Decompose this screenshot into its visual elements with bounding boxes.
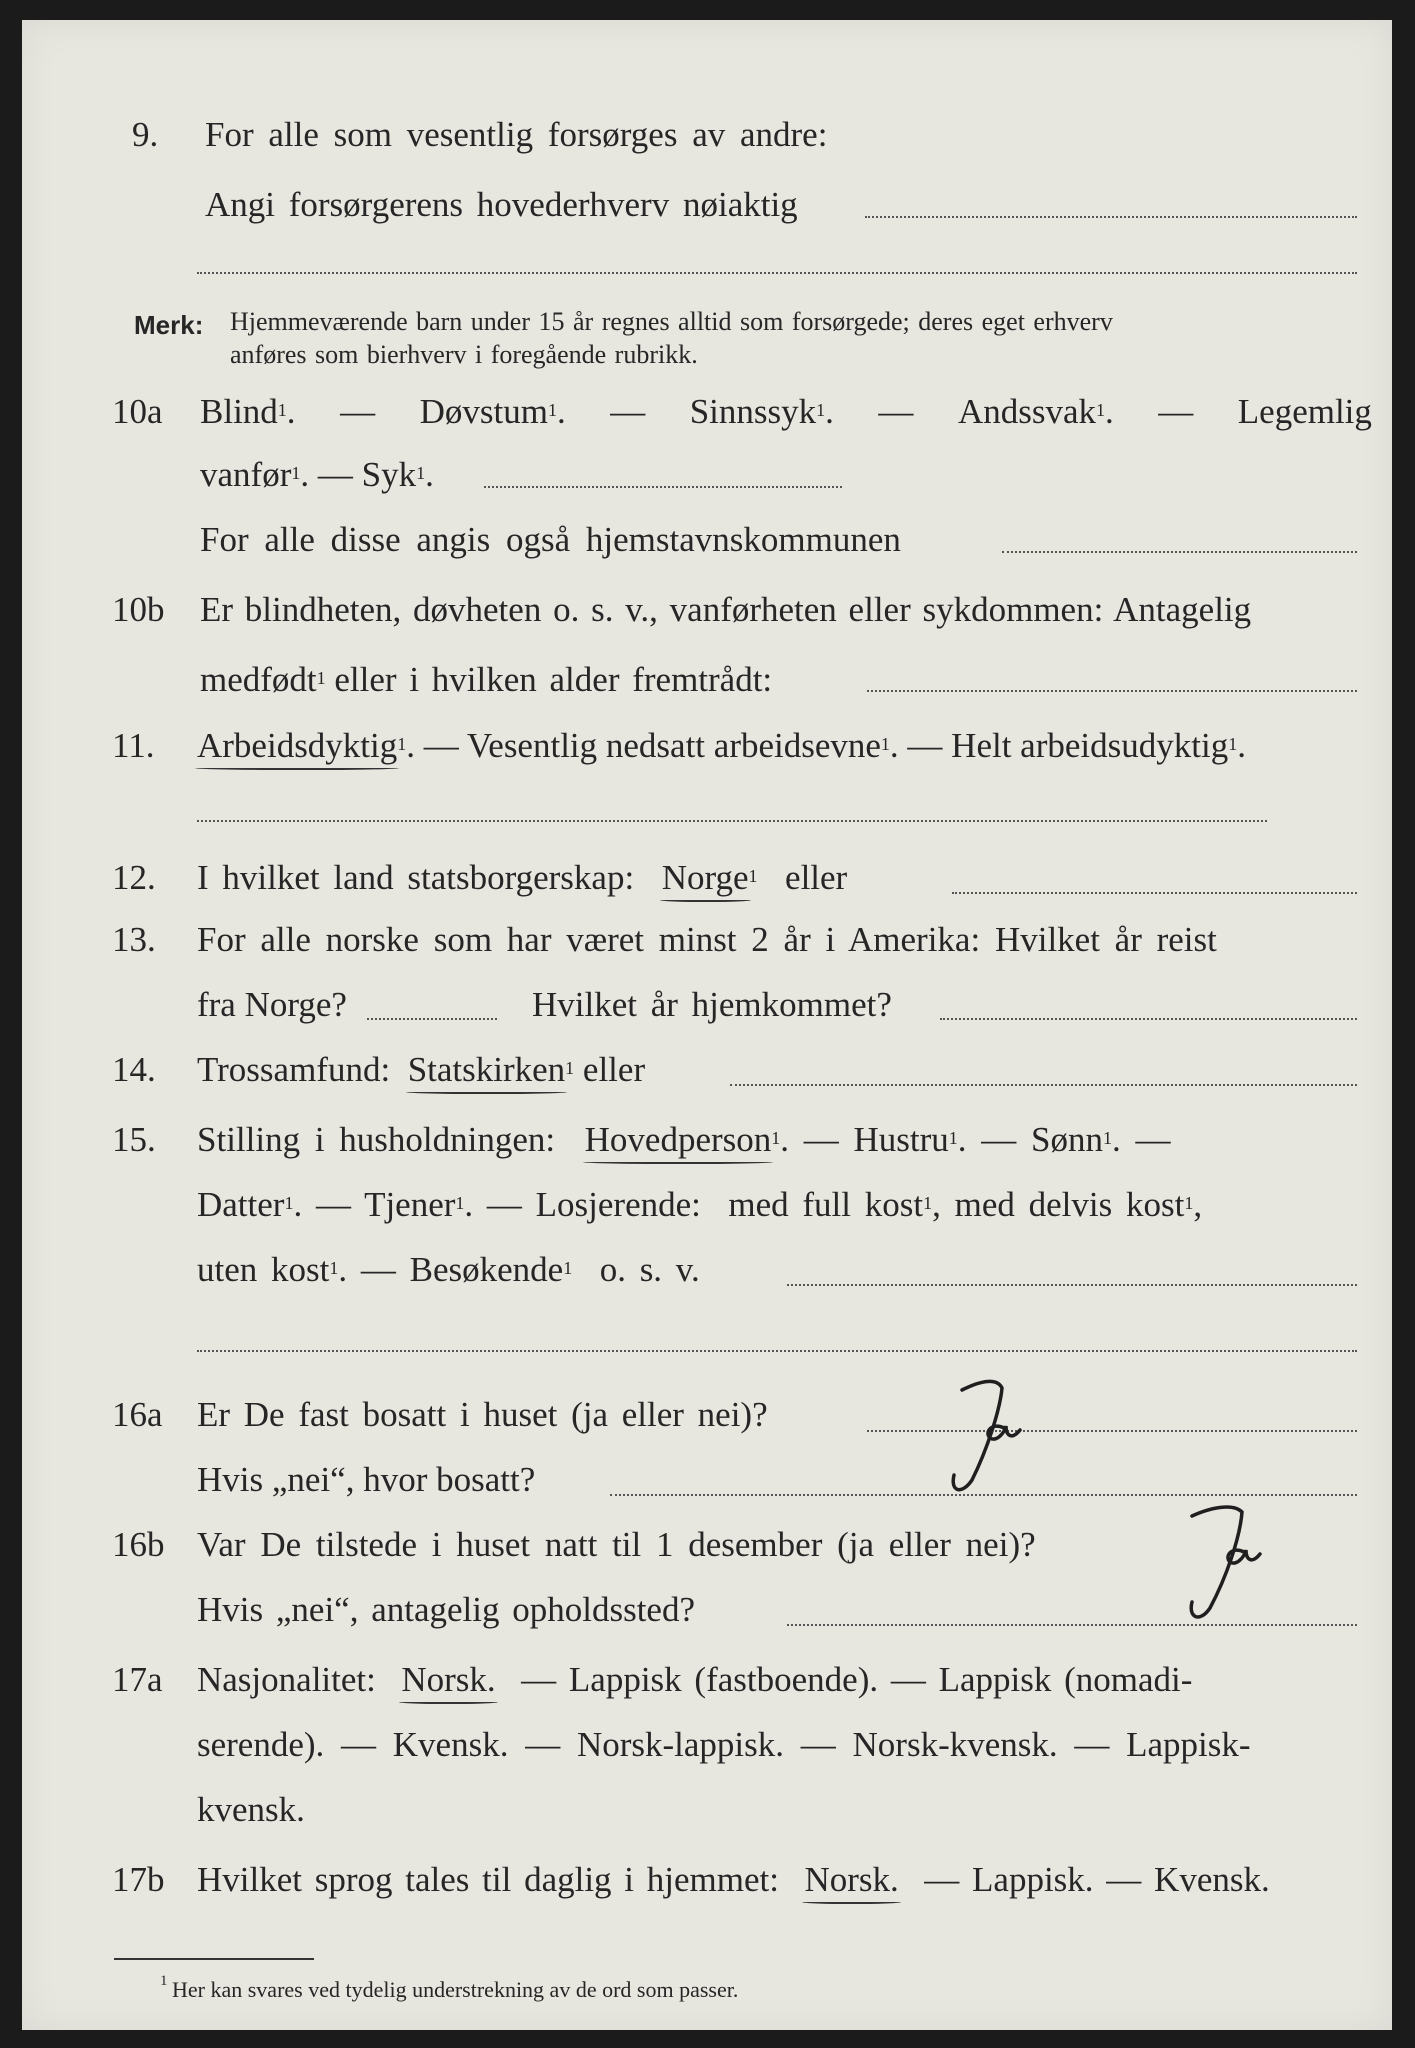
question-number-11: 11.: [112, 726, 155, 765]
answer-field-9-extra[interactable]: [197, 272, 1357, 274]
question-16b-line2: Hvis „nei“, antagelig opholdssted?: [197, 1590, 695, 1629]
question-14-line: Trossamfund: Statskirken$^1$ eller: [197, 1050, 646, 1089]
answer-field-13-year-left[interactable]: [367, 1018, 497, 1020]
question-17b-line: Hvilket sprog tales til daglig i hjemmet: Norsk. — Lappisk. — Kvensk.: [197, 1860, 1270, 1899]
question-13-line1: For alle norske som har været minst 2 år i Amerika: Hvilket år reist: [197, 920, 1217, 959]
question-15-line2: Datter$^1$. — Tjener$^1$. — Losjerende: med full kost$^1$, med delvis kost$^1$,: [197, 1185, 1203, 1224]
option-norsk-language-underlined[interactable]: Norsk.: [804, 1860, 899, 1899]
option-syk[interactable]: — Syk$^1$.: [317, 455, 434, 494]
question-number-15: 15.: [112, 1120, 156, 1159]
option-hovedperson-underlined[interactable]: Hovedperson: [584, 1120, 772, 1159]
question-10a-line1: [200, 392, 1372, 432]
question-9-line1: For alle som vesentlig forsørges av andre:: [205, 115, 828, 154]
question-17a-line1: Nasjonalitet: Norsk. — Lappisk (fastboende). — Lappisk (nomadi-: [197, 1660, 1193, 1699]
handwritten-answer-16a: [892, 1370, 1062, 1510]
question-number-9: 9.: [132, 115, 159, 154]
dash: —: [878, 392, 914, 431]
question-17a-line3: kvensk.: [197, 1790, 305, 1829]
question-9-line2: Angi forsørgerens hovederhverv nøiaktig: [205, 185, 798, 224]
note-line2: anføres som bierhverv i foregående rubrikk.: [230, 340, 698, 369]
question-number-17a: 17a: [112, 1660, 163, 1699]
footnote: 1 Her kan svares ved tydelig understrekning av de ord som passer.: [160, 1973, 739, 2002]
question-10a-line3: For alle disse angis også hjemstavnskommunen: [200, 520, 901, 559]
question-number-10a: 10a: [112, 392, 163, 431]
option-norsk-nationality-underlined[interactable]: Norsk.: [401, 1660, 496, 1699]
question-12-line: I hvilket land statsborgerskap: Norge$^1$ eller: [197, 858, 848, 897]
answer-field-10a[interactable]: [484, 486, 842, 488]
question-16a-line1: Er De fast bosatt i huset (ja eller nei)?: [197, 1395, 768, 1434]
note-label: Merk:: [134, 310, 204, 340]
question-13-line2a: fra Norge?: [197, 985, 347, 1024]
answer-field-9-provider-occupation[interactable]: [865, 216, 1357, 218]
question-13-line2b: Hvilket år hjemkommet?: [532, 985, 892, 1024]
question-number-16b: 16b: [112, 1525, 165, 1564]
question-10a-line2: [200, 455, 434, 495]
option-medfodt[interactable]: medfødt$^1$: [200, 660, 326, 699]
option-dovstum[interactable]: Døvstum$^1$.: [419, 392, 566, 431]
option-sinnssyk[interactable]: Sinnssyk$^1$.: [689, 392, 834, 431]
question-number-13: 13.: [112, 920, 156, 959]
option-vanfor[interactable]: vanfør$^1$.: [200, 455, 310, 494]
question-number-16a: 16a: [112, 1395, 163, 1434]
question-16b-line1: Var De tilstede i huset natt til 1 desember (ja eller nei)?: [197, 1525, 1036, 1564]
question-number-17b: 17b: [112, 1860, 165, 1899]
option-norge-underlined[interactable]: Norge: [661, 858, 749, 897]
question-number-10b: 10b: [112, 590, 165, 629]
dash: —: [610, 392, 646, 431]
option-legemlig[interactable]: Legemlig: [1237, 392, 1372, 431]
census-form-page: [22, 20, 1392, 2030]
answer-field-15[interactable]: [787, 1284, 1357, 1286]
question-17a-line2: serende). — Kvensk. — Norsk-lappisk. — Norsk-kvensk. — Lappisk-: [197, 1725, 1251, 1764]
footnote-rule: [114, 1958, 314, 1960]
answer-field-11[interactable]: [197, 820, 1267, 822]
answer-field-15-extra[interactable]: [197, 1350, 1357, 1352]
option-arbeidsdyktig-underlined[interactable]: Arbeidsdyktig: [197, 726, 398, 765]
handwritten-answer-16b: [1152, 1498, 1322, 1638]
answer-field-10b[interactable]: [867, 690, 1357, 692]
question-11-line1: Arbeidsdyktig$^1$. — Vesentlig nedsatt arbeidsevne$^1$. — Helt arbeidsudyktig$^1$.: [197, 726, 1246, 765]
question-15-line3: uten kost$^1$. — Besøkende$^1$ o. s. v.: [197, 1250, 700, 1289]
question-10b-line1: Er blindheten, døvheten o. s. v., vanførheten eller sykdommen: Antagelig: [200, 590, 1252, 629]
option-udyktig[interactable]: . — Helt arbeidsudyktig: [889, 726, 1229, 765]
answer-field-12-citizenship[interactable]: [952, 892, 1357, 894]
question-15-line1: Stilling i husholdningen: Hovedperson$^1$. — Hustru$^1$. — Sønn$^1$. —: [197, 1120, 1171, 1159]
option-nedsatt[interactable]: . — Vesentlig nedsatt arbeidsevne: [406, 726, 881, 765]
dash: —: [1158, 392, 1194, 431]
question-10b-line2: medfødt$^1$ eller i hvilken alder fremtrådt:: [200, 660, 773, 699]
question-number-14: 14.: [112, 1050, 156, 1089]
question-number-12: 12.: [112, 858, 156, 897]
option-andssvak[interactable]: Andssvak$^1$.: [957, 392, 1114, 431]
question-16a-line2: Hvis „nei“, hvor bosatt?: [197, 1460, 536, 1499]
option-blind[interactable]: Blind$^1$.: [200, 392, 296, 431]
answer-field-16b-location[interactable]: [787, 1624, 1357, 1626]
note-line1: Hjemmeværende barn under 15 år regnes alltid som forsørgede; deres eget erhverv: [230, 307, 1113, 336]
option-statskirken-underlined[interactable]: Statskirken: [407, 1050, 566, 1089]
answer-field-13-year-returned[interactable]: [940, 1018, 1357, 1020]
answer-field-16a-where[interactable]: [610, 1494, 1357, 1496]
answer-field-14-religion[interactable]: [730, 1084, 1357, 1086]
dash: —: [340, 392, 376, 431]
answer-field-10a-home-municipality[interactable]: [1002, 551, 1357, 553]
